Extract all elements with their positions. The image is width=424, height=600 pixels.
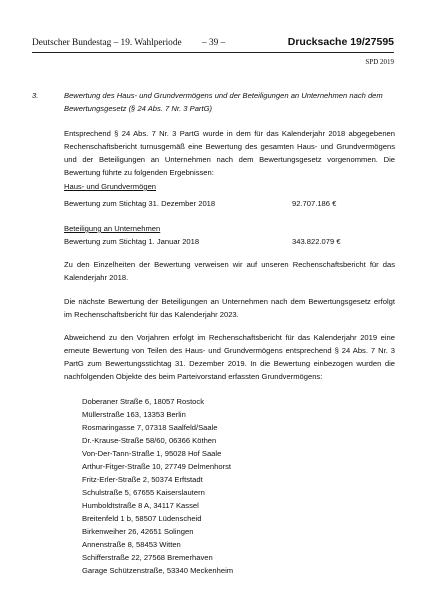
valuation-label: Bewertung zum Stichtag 31. Dezember 2018 [64, 199, 216, 208]
address-list [82, 395, 233, 577]
party-tag: SPD 2019 [365, 58, 394, 66]
list-item: Schifferstraße 22, 27568 Bremerhaven [82, 553, 213, 562]
header-document-number: Drucksache 19/27595 [287, 36, 394, 48]
valuation-amount: 343.822.079 € [292, 237, 341, 246]
list-item: Breitenfeld 1 b, 58507 Lüdenscheid [82, 514, 202, 523]
deviation-paragraph: Abweichend zu den Vorjahren erfolgt im Rechenschaftsbericht für das Kalenderjahr 2019 eine erneute Bewertung von Teilen des Haus- und Grundvermögens entsprechend § 24 Abs. 7 Nr. 3 PartG zum Bewertungsstichtag 31. Dezember 2019. In die Bewertung einbezogen wurden die nachfolgenden Objekte des beim Parteivorstand erfassten Grundvermögens: [64, 333, 395, 381]
list-item: Birkenweiher 26, 42651 Solingen [82, 527, 194, 536]
section-number: 3. [32, 91, 39, 100]
valuation-label: Bewertung zum Stichtag 1. Januar 2018 [64, 237, 200, 246]
list-item: Von-Der-Tann-Straße 1, 95028 Hof Saale [82, 449, 222, 458]
list-item: Annenstraße 8, 58453 Witten [82, 540, 181, 549]
valuation-heading-holdings: Beteiligung an Unternehmen [64, 224, 161, 233]
list-item: Fritz-Erler-Straße 2, 50374 Erftstadt [82, 475, 203, 484]
header-rule [32, 52, 394, 53]
valuation-heading-real-estate: Haus- und Grundvermögen [64, 182, 157, 191]
next-valuation-paragraph: Die nächste Bewertung der Beteiligungen an Unternehmen nach dem Bewertungsgesetz erfolgt im Rechenschaftsbericht für das Kalenderjahr 2023. [64, 297, 395, 319]
list-item: Humboldtstraße 8 A, 34117 Kassel [82, 501, 199, 510]
header-publication: Deutscher Bundestag – 19. Wahlperiode [32, 38, 182, 48]
list-item: Arthur-Fitger-Straße 10, 27749 Delmenhorst [82, 462, 231, 471]
intro-paragraph: Entsprechend § 24 Abs. 7 Nr. 3 PartG wurde in dem für das Kalenderjahr 2018 abgegebenen Rechenschaftsbericht turnusgemäß eine Bewertung des gesamten Haus- und Grundvermögens und der Beteiligungen an Unternehmen nach dem Bewertungsgesetz vorgenommen. Die Bewertung führte zu folgenden Ergebnissen: [64, 129, 395, 177]
list-item: Doberaner Straße 6, 18057 Rostock [82, 397, 204, 406]
header-page-number: – 39 – [202, 38, 226, 48]
details-paragraph: Zu den Einzelheiten der Bewertung verweisen wir auf unseren Rechenschaftsbericht für das Kalenderjahr 2018. [64, 260, 395, 282]
list-item: Garage Schützenstraße, 53340 Meckenheim [82, 566, 234, 575]
list-item: Rosmaringasse 7, 07318 Saalfeld/Saale [82, 423, 218, 432]
list-item: Dr.-Krause-Straße 58/60, 06366 Köthen [82, 436, 217, 445]
valuation-amount: 92.707.186 € [292, 199, 337, 208]
section-title: Bewertung des Haus- und Grundvermögens und der Beteiligungen an Unternehmen nach dem Bewertungsgesetz (§ 24 Abs. 7 Nr. 3 PartG) [64, 91, 383, 113]
running-header [32, 38, 394, 52]
list-item: Schulstraße 5, 67655 Kaiserslautern [82, 488, 205, 497]
list-item: Müllerstraße 163, 13353 Berlin [82, 410, 186, 419]
